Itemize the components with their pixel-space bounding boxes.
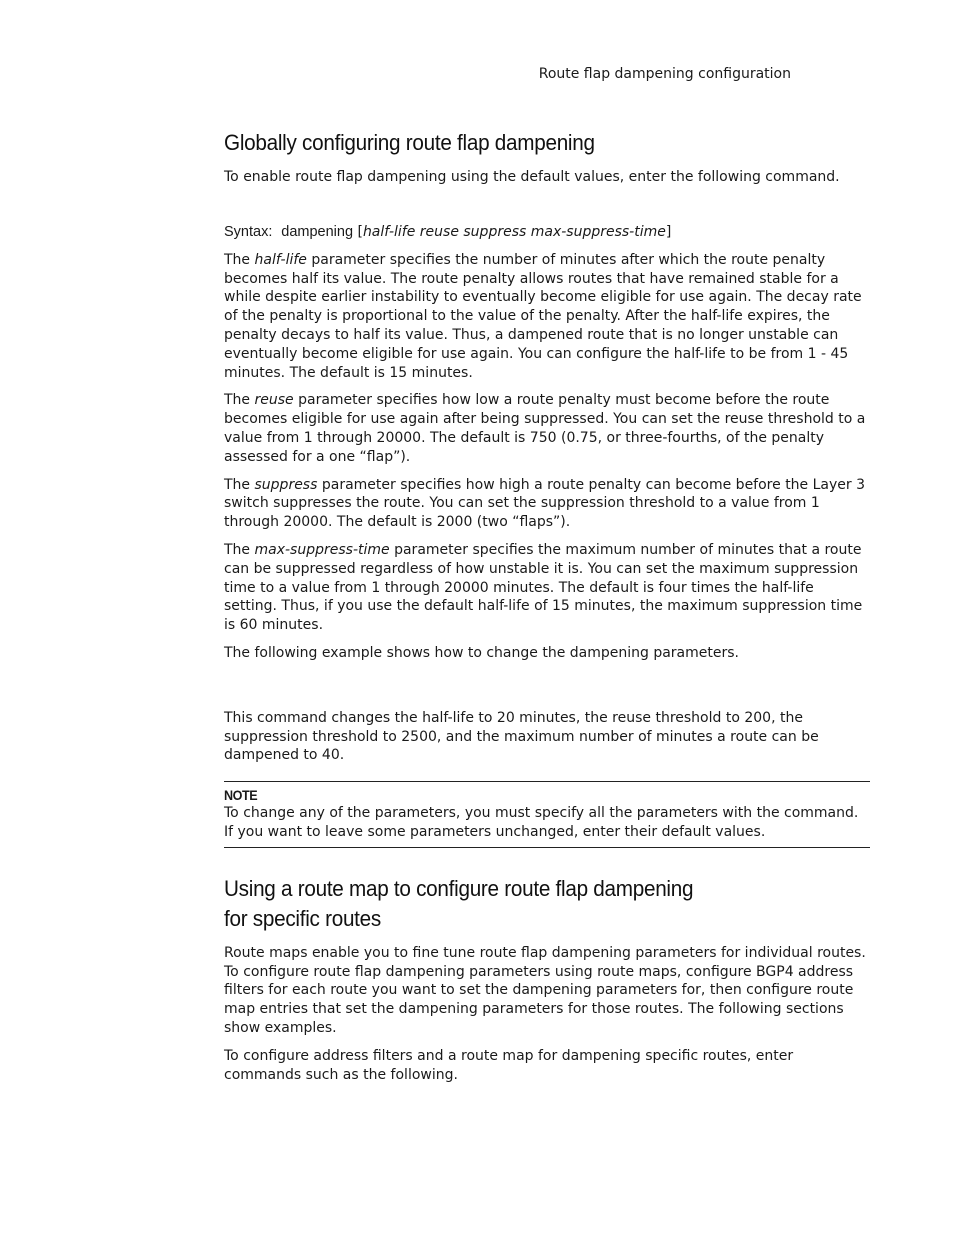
para-body: parameter specifies the number of minutes after which the route penalty becomes half its value. The route penalty allows routes that have remained stable for a while despite earlier instability to eventually become eligible for use again. The decay rate of the penalty is proportional to the value of the penalty. After the half-life expires, the penalty decays to half its value. Thus, a dampened route that is no longer unstable can eventually become eligible for use again. You can configure the half-life to be from 1 - 45 minutes. The default is 15 minutes. <box>224 251 862 381</box>
para-prefix: The <box>224 392 255 409</box>
example-intro-paragraph: The following example shows how to change the dampening parameters. <box>224 644 739 661</box>
suppress-paragraph <box>224 476 870 532</box>
max-suppress-paragraph <box>224 541 870 635</box>
para-prefix: The <box>224 541 255 558</box>
para-prefix: The <box>224 251 255 268</box>
section-heading-route-map-dampening <box>224 874 818 934</box>
heading-text: Globally configuring route flap dampening <box>224 130 595 155</box>
example-result-paragraph: This command changes the half-life to 20 minutes, the reuse threshold to 200, the suppression threshold to 2500, and the maximum number of minutes a route can be dampened to 40. <box>224 709 819 764</box>
reuse-paragraph <box>224 391 870 466</box>
note-box <box>224 781 870 848</box>
syntax-command: dampening <box>281 223 354 240</box>
half-life-paragraph <box>224 251 870 383</box>
heading-line-1: Using a route map to configure route flap dampening <box>224 875 694 901</box>
section-heading-global-dampening <box>224 128 818 158</box>
route-map-paragraph-1: Route maps enable you to fine tune route flap dampening parameters for individual routes. To configure route flap dampening parameters using route maps, configure BGP4 address filters for each route you want to set the dampening parameters for, then configure route map entries that set the dampening parameters for those routes. The following sections show examples. <box>224 944 866 1036</box>
para-body: parameter specifies the maximum number of minutes that a route can be suppressed regardless of how unstable it is. You can set the maximum suppression time to a value from 1 through 20000 minutes. The default is four times the half-life setting. Thus, if you use the default half-life of 15 minutes, the maximum suppression time is 60 minutes. <box>224 541 863 634</box>
para-body: parameter specifies how low a route penalty must become before the route becomes eligible for use again after being suppressed. You can set the reuse threshold to a value from 1 through 20000. The default is 750 (0.75, or three-fourths, of the penalty assessed for a one “flap”). <box>224 392 866 465</box>
syntax-params: half-life reuse suppress max-suppress-time <box>362 223 666 240</box>
para-body: parameter specifies how high a route penalty can become before the Layer 3 switch suppresses the route. You can set the suppression threshold to a value from 1 through 20000. The default is 2000 (two “flaps”). <box>224 476 866 531</box>
running-header: Route flap dampening configuration <box>538 66 791 82</box>
heading-line-2: for specific routes <box>224 905 381 931</box>
max-suppress-term: max-suppress-time <box>254 541 390 558</box>
note-title: NOTE <box>224 787 258 804</box>
reuse-term: reuse <box>254 392 294 409</box>
para-prefix: The <box>224 476 255 493</box>
page-content <box>224 128 870 1093</box>
intro-paragraph: To enable route flap dampening using the default values, enter the following command. <box>224 169 840 185</box>
note-text: To change any of the parameters, you must specify all the parameters with the command. If you want to leave some parameters unchanged, enter their default values. <box>224 805 859 840</box>
syntax-line <box>224 223 870 242</box>
syntax-label: Syntax: <box>224 223 273 240</box>
suppress-term: suppress <box>254 476 318 493</box>
route-map-paragraph-2: To configure address filters and a route map for dampening specific routes, enter commands such as the following. <box>224 1047 794 1083</box>
half-life-term: half-life <box>254 251 307 268</box>
syntax-params-wrapper: [half-life reuse suppress max-suppress-time] <box>357 223 672 240</box>
